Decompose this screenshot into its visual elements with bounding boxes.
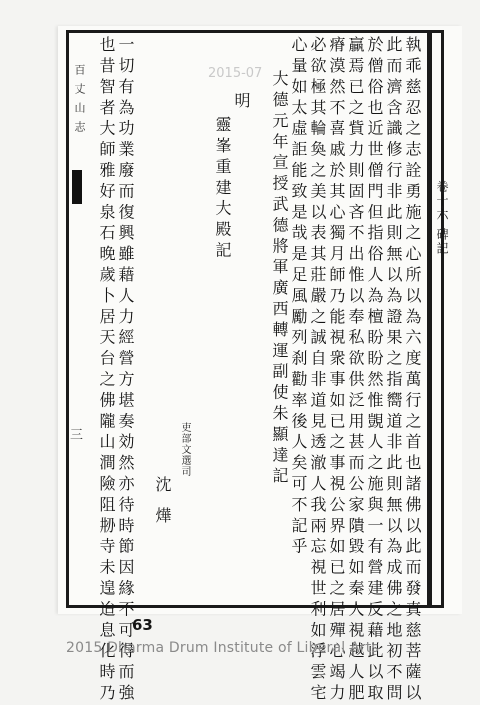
section-heading: 卷十六 碑記 [435,180,449,256]
right-border-rule [427,30,432,608]
text-column: 心量如太虛詎能致是哉是足風勵列刹勸率後人矣可不記乎 [289,36,308,559]
author-office: 吏部文選司 [179,422,190,477]
chapter-tab-marker [72,170,82,204]
article-title: 靈峯重建大殿記 [213,116,232,263]
text-column: 大德元年宣授武德將軍廣西轉運副使朱顯達記 [270,70,289,488]
text-column: 必欲極其輪奐之美以表其莊嚴之誠自非道見透澈人我兩忘視世利如浮雲宅 [308,36,327,705]
text-column: 贏焉已之貲力則固吝不出惟以奉私欲供泛用甚而公家隤毀如秦人視越人肥 [346,36,365,705]
book-title-heading: 百丈山志 [73,64,86,140]
text-column: 瘠漠然不喜戚於其心獨月師乃能視衆事如已之事視公界如已之居殫心竭力 [327,36,346,705]
dynasty-label: 明 [232,92,251,113]
text-column: 一切有為功業廢而復興雖藉人力經營方堪奏効然亦待時節因緣不可得而強 [116,36,135,705]
text-column: 此而濟含識修行非此則無以為證果之指嚮道非此則無以為成佛之地初不問 [384,36,403,705]
text-column: 於僧俗也近世僧門但指俗人為檀盼盼然惟覬人之施與一有營建反藉此以取 [365,36,384,705]
left-margin-column [68,34,90,604]
text-column: 執乖慈忍之志詮勇施之心所以為六度萬行之首也諸佛以此而發真慈菩薩以 [403,36,422,705]
watermark-text: 2015 Dharma Drum Institute of Liberal Arts [66,640,379,656]
text-column: 也昔智者大師雅好泉石晚歲卜居天台之佛隴山澗險阻刱寺未遑迨息化時乃 [97,36,116,705]
page-number: 63 [132,616,153,634]
author-name: 沈 燁 [153,476,172,528]
date-stamp: 2015-07 [208,66,263,81]
margin-page-index: 三 [70,428,84,443]
